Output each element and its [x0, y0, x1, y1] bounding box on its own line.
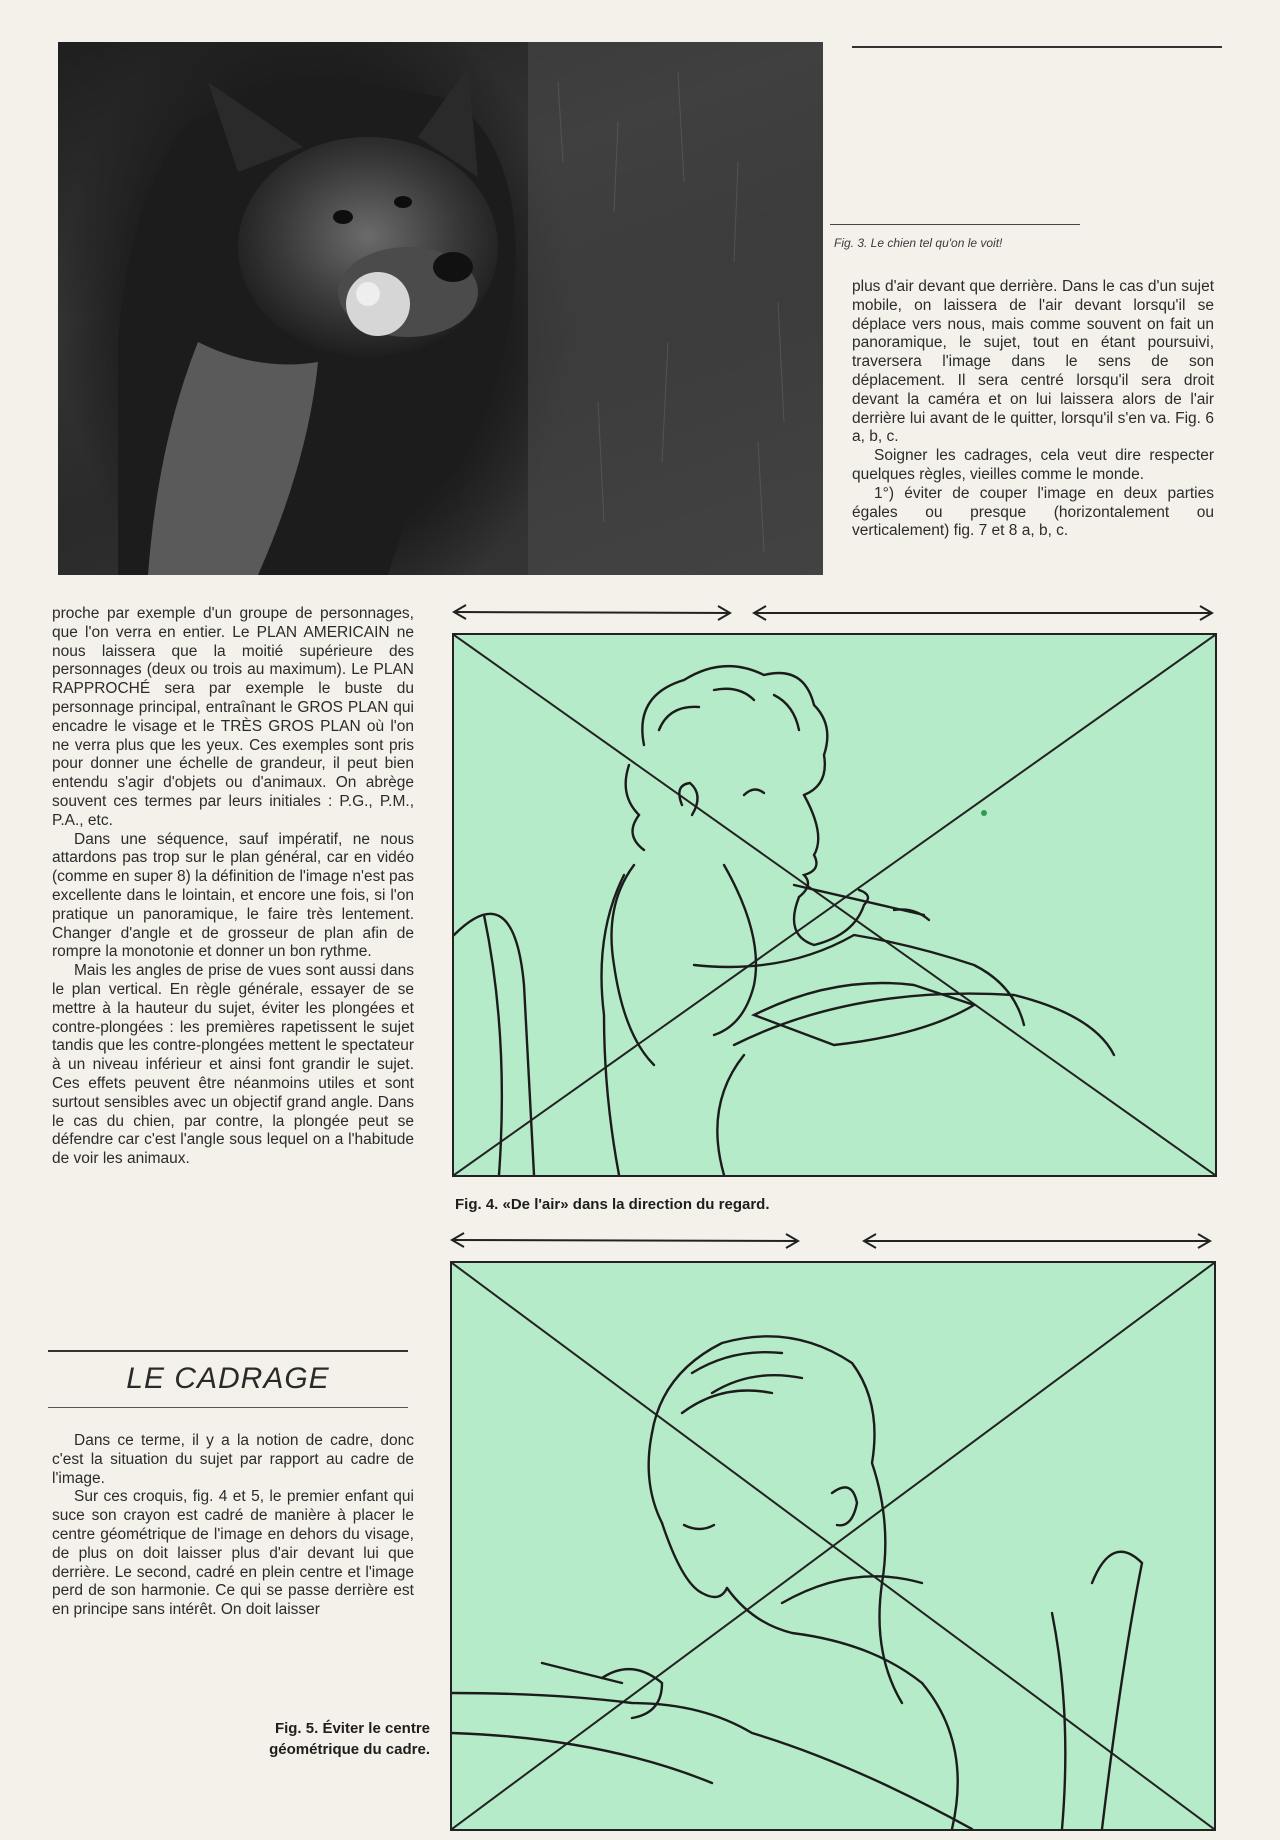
fig5-caption-line1: Fig. 5. Éviter le centre: [274, 1720, 430, 1737]
left-paragraph-1: proche par exemple d'un groupe de personnages, que l'on verra en entier. Le PLAN AMERICAIN ne nous laissera que la moitié supérieure des personnages (deux ou trois au maximum). Le PLAN RAPPROCHÉ sera par exemple le buste du personnage principal, entraînant le GROS PLAN qui encadre le visage et le TRÈS GROS PLAN où l'on ne verra plus que les yeux. Ces exemples sont pris pour donner une échelle de grandeur, il peut bien entendu s'agir d'objets ou d'animaux. On abrège souvent ces termes par leurs initiales : P.G., P.M., P.A., etc.: [52, 605, 414, 829]
dog-illustration: [58, 42, 823, 575]
fig5-figure: [450, 1261, 1216, 1831]
left-column-text: [52, 605, 414, 1169]
fig4-figure: [452, 633, 1217, 1177]
fig4-caption: Fig. 4. «De l'air» dans la direction du regard.: [455, 1196, 770, 1213]
top-right-rule: [852, 46, 1222, 48]
section-title: LE CADRAGE: [126, 1362, 330, 1395]
dog-photo: [58, 42, 823, 575]
child-sucking-pencil-drawing: [454, 635, 1215, 1175]
left-paragraph-2: Dans une séquence, sauf impératif, ne nous attardons pas trop sur le plan général, car en vidéo (comme en super 8) la définition de l'image n'est pas excellente dans le lointain, et encore une fois, si l'on pratique un panoramique, le faire très lentement. Changer d'angle et de grosseur de plan afin de rompre la monotonie et donner un bon rythme.: [52, 830, 414, 961]
fig5-caption: [150, 1718, 430, 1760]
section-paragraph-1: Dans ce terme, il y a la notion de cadre, donc c'est la situation du sujet par rapport au cadre de l'image.: [52, 1432, 414, 1487]
fig5-arrows: [446, 1228, 1216, 1254]
girl-drawing-centered: [452, 1263, 1214, 1829]
fig5-caption-line2: géométrique du cadre.: [269, 1741, 430, 1758]
right-paragraph-3: 1°) éviter de couper l'image en deux parties égales ou presque (horizontalement ou verticalement) fig. 7 et 8 a, b, c.: [852, 484, 1214, 540]
section-text: [52, 1432, 414, 1620]
section-rule-bottom: [48, 1407, 408, 1408]
section-paragraph-2: Sur ces croquis, fig. 4 et 5, le premier enfant qui suce son crayon est cadré de manière à placer le centre géométrique de l'image en dehors du visage, de plus on doit laisser plus d'air devant lui que derrière. Le second, cadré en plein centre et l'image perd de son harmonie. Ce qui se passe derrière est en principe sans intérêt. On doit laisser: [52, 1488, 414, 1619]
fig4-arrows: [448, 600, 1218, 626]
fig3-caption: Fig. 3. Le chien tel qu'on le voit!: [834, 236, 1003, 250]
left-paragraph-3: Mais les angles de prise de vues sont aussi dans le plan vertical. En règle générale, essayer de se mettre à la hauteur du sujet, éviter les plongées et contre-plongées : les premières rapetissent le sujet tandis que les contre-plongées mettent le spectateur à un niveau inférieur et ainsi font grandir le sujet. Ces effets peuvent être néanmoins utiles et sont surtout sensibles avec un objectif grand angle. Dans le cas du chien, par contre, la plongée peut se défendre car c'est l'angle sous lequel on a l'habitude de voir les animaux.: [52, 962, 414, 1168]
section-rule: [48, 1350, 408, 1352]
right-column-text: [852, 278, 1214, 541]
right-paragraph-1: plus d'air devant que derrière. Dans le cas d'un sujet mobile, on laissera de l'air devant lorsqu'il se déplace vers nous, mais comme souvent on fait un panoramique, le sujet, tout en étant poursuivi, traversera l'image dans le sens de son déplacement. Il sera centré lorsqu'il sera droit devant la caméra et on lui laissera alors de l'air derrière lui avant de le quitter, lorsqu'il s'en va. Fig. 6 a, b, c.: [852, 278, 1214, 446]
fig3-caption-rule: [830, 224, 1080, 225]
right-paragraph-2: Soigner les cadrages, cela veut dire respecter quelques règles, vieilles comme le monde.: [852, 447, 1214, 483]
